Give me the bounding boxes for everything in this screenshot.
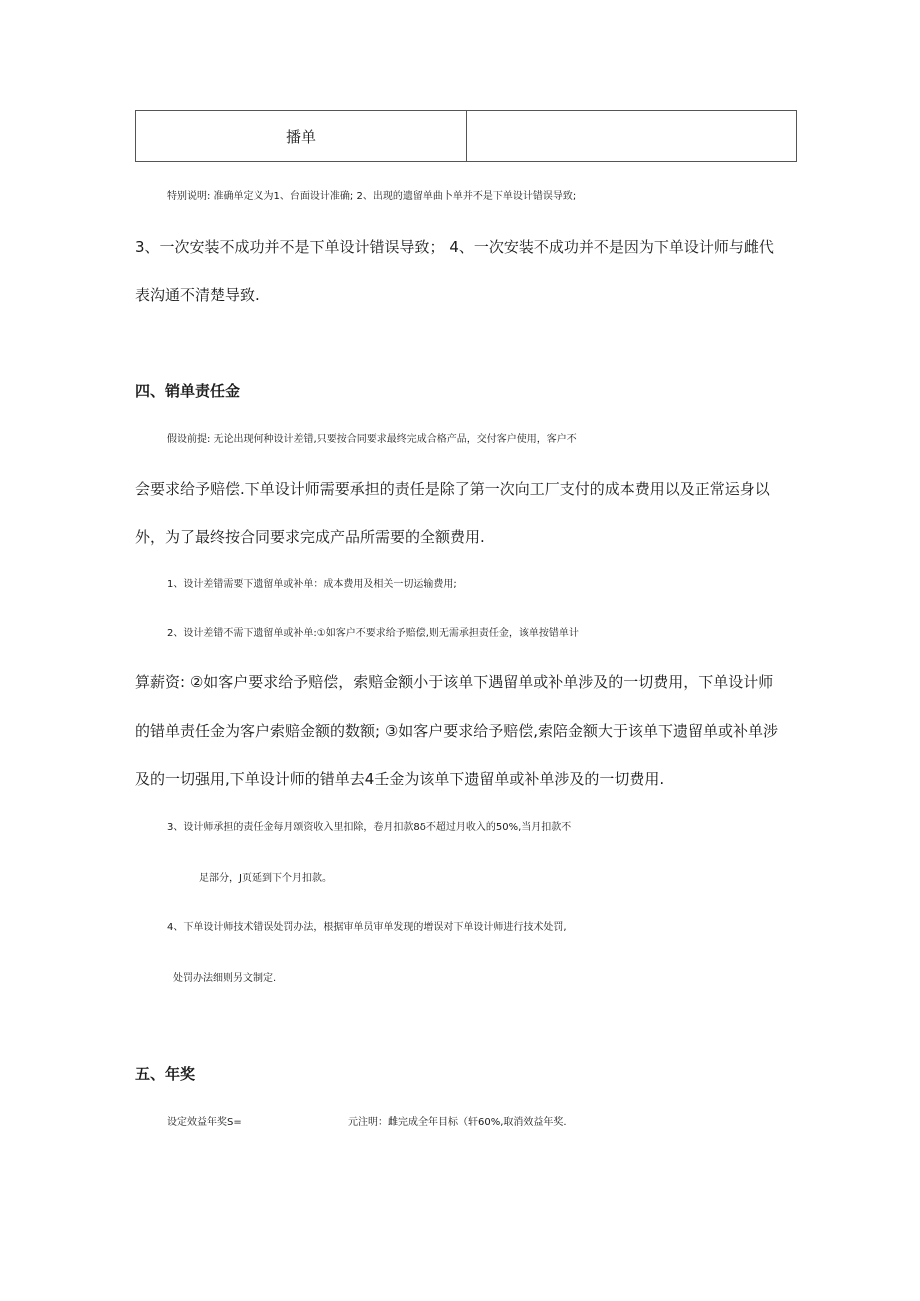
item-3-line-1: 3、设计师承担的责任金每月颂资收入里扣除，卷月扣款8δ不超过月收入的50%,当月扣款不 bbox=[167, 822, 572, 833]
item-3-line-2: 足部分，J页延到下个月扣款。 bbox=[199, 873, 332, 884]
annual-bonus-note: 元注明：雌完成全年目标（轩60%,取消效益年奖. bbox=[348, 1117, 567, 1128]
item-2-line-4: 及的一切强用,下单设计师的错单去4壬金为该单下遗留单或补单涉及的一切费用. bbox=[135, 770, 665, 788]
special-note-line-2: 3、一次安装不成功并不是下单设计错误导致； 4、一次安装不成功并不是因为下单设计师与雌代 bbox=[135, 238, 774, 256]
premise-line-1: 假设前提: 无论出现何种设计差错,只要按合同要求最终完成合格产品，交付客户使用，客户不 bbox=[167, 434, 577, 445]
summary-table bbox=[135, 110, 797, 162]
annual-bonus-label: 设定效益年奖S= bbox=[167, 1117, 242, 1128]
item-4-line-1: 4、下单设计师技术错误处罚办法，根据审单员审单发现的增误对下单设计师进行技术处罚, bbox=[167, 922, 567, 933]
section-5-heading: 五、年奖 bbox=[135, 1065, 196, 1083]
special-note-line-1: 特别说明: 准确单定义为1、台面设计准确; 2、出现的遗留单曲卜单并不是下单设计错误导致; bbox=[167, 191, 577, 202]
special-note-line-3: 表沟通不清楚导致. bbox=[135, 286, 260, 304]
table-row bbox=[136, 111, 797, 162]
section-4-heading: 四、销单责任金 bbox=[135, 382, 241, 400]
item-4-line-2: 处罚办法细则另文制定. bbox=[173, 973, 277, 984]
item-2-line-3: 的错单责任金为客户索赔金额的数额; ③如客户要求给予赔偿,索陪金额大于该单下遗留单或补单涉 bbox=[135, 722, 779, 740]
premise-line-2: 会要求给予赔偿.下单设计师需要承担的责任是除了第一次向工厂支付的成本费用以及正常运身以 bbox=[135, 480, 770, 498]
item-2-line-2: 算薪资: ②如客户要求给予赔偿，索赔金额小于该单下遇留单或补单涉及的一切费用，下单设计师 bbox=[135, 673, 774, 691]
premise-line-3: 外，为了最终按合同要求完成产品所需要的全额费用. bbox=[135, 528, 485, 546]
table-cell-right bbox=[467, 111, 797, 162]
table-cell-left: 播单 bbox=[136, 111, 467, 162]
item-2-line-1: 2、设计差错不需下遗留单或补单:①如客户不要求给予赔偿,则无需承担责任金，该单按错单计 bbox=[167, 628, 579, 639]
item-1: 1、设计差错需要下遗留单或补单：成本费用及相关一切运输费用; bbox=[167, 579, 457, 590]
